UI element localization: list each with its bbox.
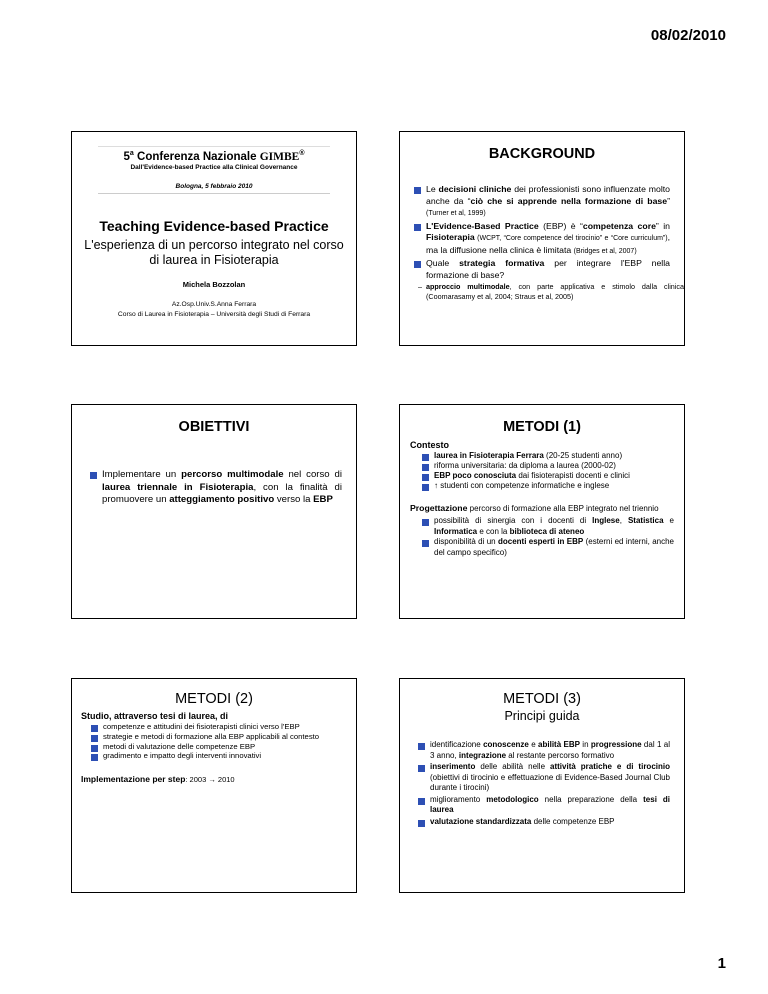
list-item: competenze e attitudini dei fisioterapisti clinici verso l'EBP <box>91 722 348 732</box>
author-name: Michela Bozzolan <box>182 279 246 289</box>
list-item: Quale strategia formativa per integrare l'EBP nella formazione di base? <box>414 258 670 281</box>
context-list <box>400 451 684 491</box>
registered-mark: ® <box>299 150 305 157</box>
conf-text: Conferenza Nazionale <box>133 150 260 163</box>
list-item: strategie e metodi di formazione alla EBP applicabili al contesto <box>91 732 348 742</box>
list-item: Implementare un percorso multimodale nel corso di laurea triennale in Fisioterapia, con la finalità di promuovere un atteggiamento positivo verso la EBP <box>90 469 342 507</box>
implementation-line: Implementazione per step: 2003 → 2010 <box>81 774 235 785</box>
sub-item: – approccio multimodale, con parte applicativa e stimolo dalla clinica (Coomarasamy et al, 2004; Straus et al, 2005) <box>400 282 684 301</box>
list-item: EBP poco conosciuta dai fisioterapisti docenti e clinici <box>422 471 678 481</box>
principles-list <box>400 740 684 827</box>
slide-methods-2 <box>71 678 357 893</box>
list-item: Le decisioni cliniche dei professionisti sono influenzate molto anche da “ciò che si apprende nella formazione di base” (Turner et al, 1999) <box>414 184 670 220</box>
design-list <box>400 516 684 558</box>
document-date: 08/02/2010 <box>650 27 726 44</box>
context-label: Contesto <box>410 440 449 450</box>
list-item: riforma universitaria: da diploma a laurea (2000-02) <box>422 461 678 471</box>
list-item: metodi di valutazione delle competenze EBP <box>91 742 348 752</box>
background-list <box>400 180 684 281</box>
slide-heading: METODI (1) <box>503 419 581 435</box>
list-item: identificazione conoscenze e abilità EBP in progressione dal 1 al 3 anno, integrazione al restante percorso formativo <box>418 740 670 761</box>
slide-methods-3 <box>399 678 685 893</box>
conference-title <box>98 146 330 163</box>
affiliation <box>72 300 356 320</box>
list-item: disponibilità di un docenti esperti in EBP (esterni ed interni, anche del campo specifico) <box>422 537 674 558</box>
conference-subtitle: Dall'Evidence-based Practice alla Clinical Governance <box>130 163 298 171</box>
list-item: miglioramento metodologico nella preparazione della tesi di laurea <box>418 795 670 816</box>
conf-number: 5 <box>123 150 130 163</box>
list-item: inserimento delle abilità nelle attività pratiche e di tirocinio (obiettivi di tirocinio e effettuazione di Evidence-Based Journal Club durante i tirocini) <box>418 762 670 794</box>
list-item: gradimento e impatto degli interventi innovativi <box>91 751 348 761</box>
affiliation-hospital: Az.Osp.Univ.S.Anna Ferrara <box>171 300 257 308</box>
slide-title <box>71 131 357 346</box>
place-date: Bologna, 5 febbraio 2010 <box>98 183 330 194</box>
list-item: possibilità di sinergia con i docenti di Inglese, Statistica e Informatica e con la biblioteca di ateneo <box>422 516 674 537</box>
list-item: L'Evidence-Based Practice (EBP) è “competenza core” in Fisioterapia (WCPT, “Core competence del tirocinio” e “Core curriculum”), ma la diffusione nella clinica è limitata (Bridges et al, 2007) <box>414 221 670 258</box>
slide-background <box>399 131 685 346</box>
design-label: Progettazione percorso di formazione alla EBP integrato nel triennio <box>410 503 659 513</box>
slide-heading: BACKGROUND <box>488 146 596 162</box>
slide-heading: METODI (2) <box>175 691 253 707</box>
page-number: 1 <box>717 955 726 972</box>
presentation-subtitle: L'esperienza di un percorso integrato nel corso di laurea in Fisioterapia <box>84 237 344 267</box>
gimbe-logo: GIMBE <box>259 150 300 163</box>
study-list <box>72 722 356 761</box>
slide-methods-1 <box>399 404 685 619</box>
slide-objectives <box>71 404 357 619</box>
conf-ordinal: a <box>129 150 134 157</box>
slide-subheading: Principi guida <box>504 709 580 723</box>
study-label: Studio, attraverso tesi di laurea, di <box>81 711 229 721</box>
slide-heading: METODI (3) <box>503 691 581 707</box>
slide-heading: OBIETTIVI <box>178 419 250 435</box>
list-item: laurea in Fisioterapia Ferrara (20-25 studenti anno) <box>422 451 678 461</box>
affiliation-university: Corso di Laurea in Fisioterapia – Università degli Studi di Ferrara <box>117 310 311 318</box>
list-item: ↑ studenti con competenze informatiche e inglese <box>422 481 678 491</box>
presentation-title: Teaching Evidence-based Practice <box>99 217 329 234</box>
objectives-list <box>72 469 356 507</box>
list-item: valutazione standardizzata delle competenze EBP <box>418 817 670 828</box>
